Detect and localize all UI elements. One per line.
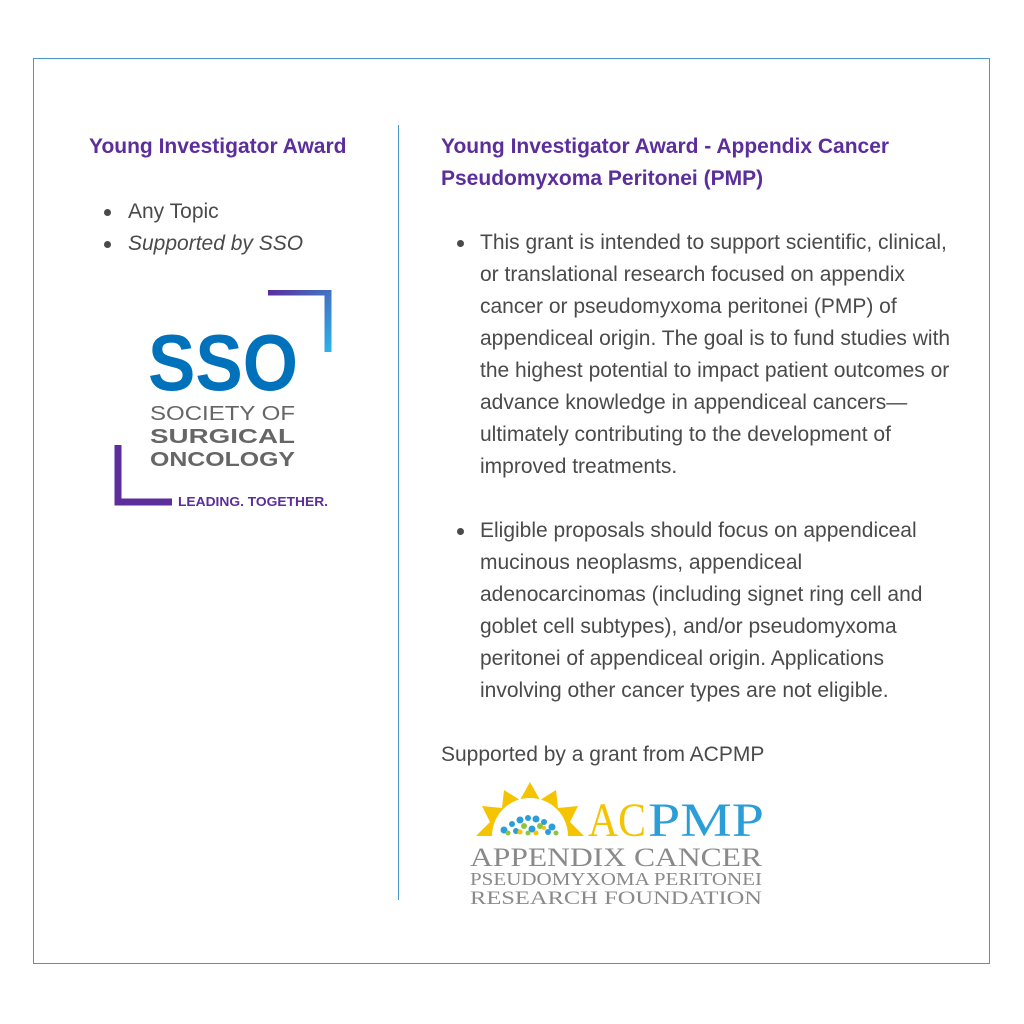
acpmp-name-line3: RESEARCH FOUNDATION [470, 888, 763, 906]
acpmp-name-line2: PSEUDOMYXOMA PERITONEI [470, 869, 762, 889]
left-award-details [104, 196, 384, 260]
sso-name-line1: SOCIETY OF [150, 403, 295, 425]
sun-icon [476, 782, 584, 836]
sso-tagline: LEADING. TOGETHER. [178, 494, 328, 509]
left-award-title: Young Investigator Award [89, 135, 347, 158]
support-statement: Supported by a grant from ACPMP [441, 743, 765, 766]
acpmp-name-line1: APPENDIX CANCER [470, 843, 763, 872]
list-item: Any Topic [104, 196, 384, 228]
acpmp-logo [468, 778, 768, 906]
acpmp-ac: AC [588, 794, 646, 847]
right-award-title-line1: Young Investigator Award - Appendix Cancer [441, 135, 890, 158]
sso-acronym: SSO [148, 318, 298, 407]
sso-name-line2: SURGICAL [150, 426, 295, 448]
list-item: Eligible proposals should focus on appendiceal mucinous neoplasms, appendiceal adenocarcinomas (including signet ring cell and goblet cell subtypes), and/or pseudomyxoma peritonei of appendiceal origin. Applications involving other cancer types are not eligible. [457, 515, 967, 707]
list-item: This grant is intended to support scientific, clinical, or translational research focused on appendix cancer or pseudomyxoma peritonei (PMP) of appendiceal origin. The goal is to fund studies with the highest potential to impact patient outcomes or advance knowledge in appendiceal cancers—ultimately contributing to the development of improved treatments. [457, 227, 967, 483]
sso-name-line3: ONCOLOGY [150, 449, 296, 471]
right-award-title-line2: Pseudomyxoma Peritonei (PMP) [441, 167, 764, 190]
sso-logo [110, 290, 332, 510]
list-item: Supported by SSO [104, 228, 384, 260]
right-award-title [441, 131, 961, 195]
column-divider [398, 125, 399, 900]
acpmp-pmp: PMP [648, 794, 764, 847]
right-award-details [457, 227, 967, 707]
